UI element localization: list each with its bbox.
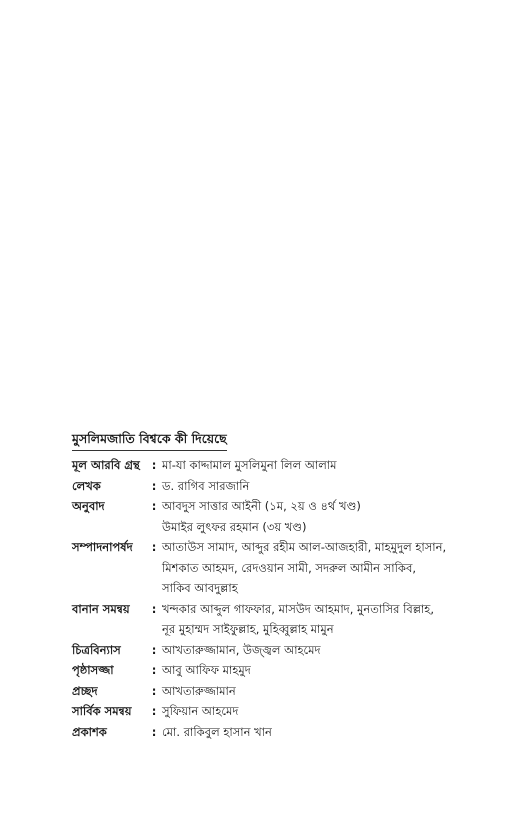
credit-value-line: উমাইর লুৎফর রহমান (৩য় খণ্ড) (162, 519, 307, 534)
credit-separator: : (151, 704, 157, 718)
credit-value-line: আতাউস সামাদ, আব্দুর রহীম আল-আজহারী, মাহমুদুল হাসান, (162, 540, 447, 554)
credit-value-line: আখতারুজ্জামান, উজ্জ্বল আহমেদ (162, 642, 321, 657)
credit-label: প্রচ্ছদ (72, 683, 98, 698)
credit-value (162, 722, 492, 743)
credit-row (72, 722, 492, 743)
credit-value-line: ড. রাগিব সারজানি (162, 478, 250, 493)
credit-value-line: নূর মুহাম্মদ সাইফুল্লাহ, মুহিব্বুল্লাহ মামুন (162, 622, 334, 636)
credits-block (72, 428, 492, 742)
credit-label: সার্বিক সমন্বয় (72, 704, 132, 718)
credit-value (162, 640, 492, 661)
credit-value (162, 681, 492, 702)
credit-separator: : (151, 478, 157, 493)
credit-label: অনুবাদ (72, 499, 105, 513)
credit-value-line: সুফিয়ান আহমেদ (162, 704, 239, 718)
credit-value-line: মা-যা কাদ্দামাল মুসলিমুনা লিল আলাম (162, 458, 337, 472)
credit-label: পৃষ্ঠাসজ্জা (72, 663, 114, 677)
credit-value-line: আবু আফিফ মাহমুদ (162, 663, 251, 677)
credit-label: মূল আরবি গ্রন্থ (72, 458, 140, 472)
credit-row (72, 476, 492, 497)
credit-value (162, 496, 492, 537)
credit-value (162, 455, 492, 476)
credit-label: সম্পাদনাপর্ষদ (72, 540, 133, 554)
credit-value-line: আবদুস সাত্তার আইনী (১ম, ২য় ও ৪র্থ খণ্ড) (162, 499, 361, 513)
credit-value-line: সাকিব আবদুল্লাহ (162, 581, 238, 595)
credit-value (162, 476, 492, 497)
credit-value (162, 599, 492, 640)
credit-separator: : (151, 724, 157, 739)
book-title: মুসলিমজাতি বিশ্বকে কী দিয়েছে (72, 429, 227, 451)
credit-separator: : (151, 499, 157, 513)
credit-separator: : (151, 663, 157, 677)
credit-value-line: আখতারুজ্জামান (162, 683, 236, 698)
credit-row (72, 681, 492, 702)
credit-label: বানান সমন্বয় (72, 601, 130, 616)
credit-row (72, 537, 492, 599)
credit-row (72, 640, 492, 661)
credit-row (72, 455, 492, 476)
credit-label: চিত্রবিন্যাস (72, 642, 121, 657)
credit-list (72, 455, 492, 742)
credit-value-line: মিশকাত আহমদ, রেদওয়ান সামী, সদরুল আমীন সাকিব, (162, 560, 417, 575)
credit-row (72, 599, 492, 640)
credit-separator: : (151, 540, 157, 554)
credit-row (72, 660, 492, 681)
credit-separator: : (151, 642, 157, 657)
credit-row (72, 701, 492, 722)
credit-row (72, 496, 492, 537)
credit-separator: : (151, 601, 157, 616)
credit-value (162, 701, 492, 722)
credit-label: লেখক (72, 478, 101, 493)
credit-value (162, 537, 492, 599)
credit-value-line: মো. রাকিবুল হাসান খান (162, 724, 272, 739)
credit-label: প্রকাশক (72, 724, 107, 739)
credit-separator: : (151, 458, 157, 472)
credit-separator: : (151, 683, 157, 698)
credit-value-line: খন্দকার আব্দুল গাফফার, মাসউদ আহমাদ, মুনতাসির বিল্লাহ, (162, 601, 434, 616)
credit-value (162, 660, 492, 681)
